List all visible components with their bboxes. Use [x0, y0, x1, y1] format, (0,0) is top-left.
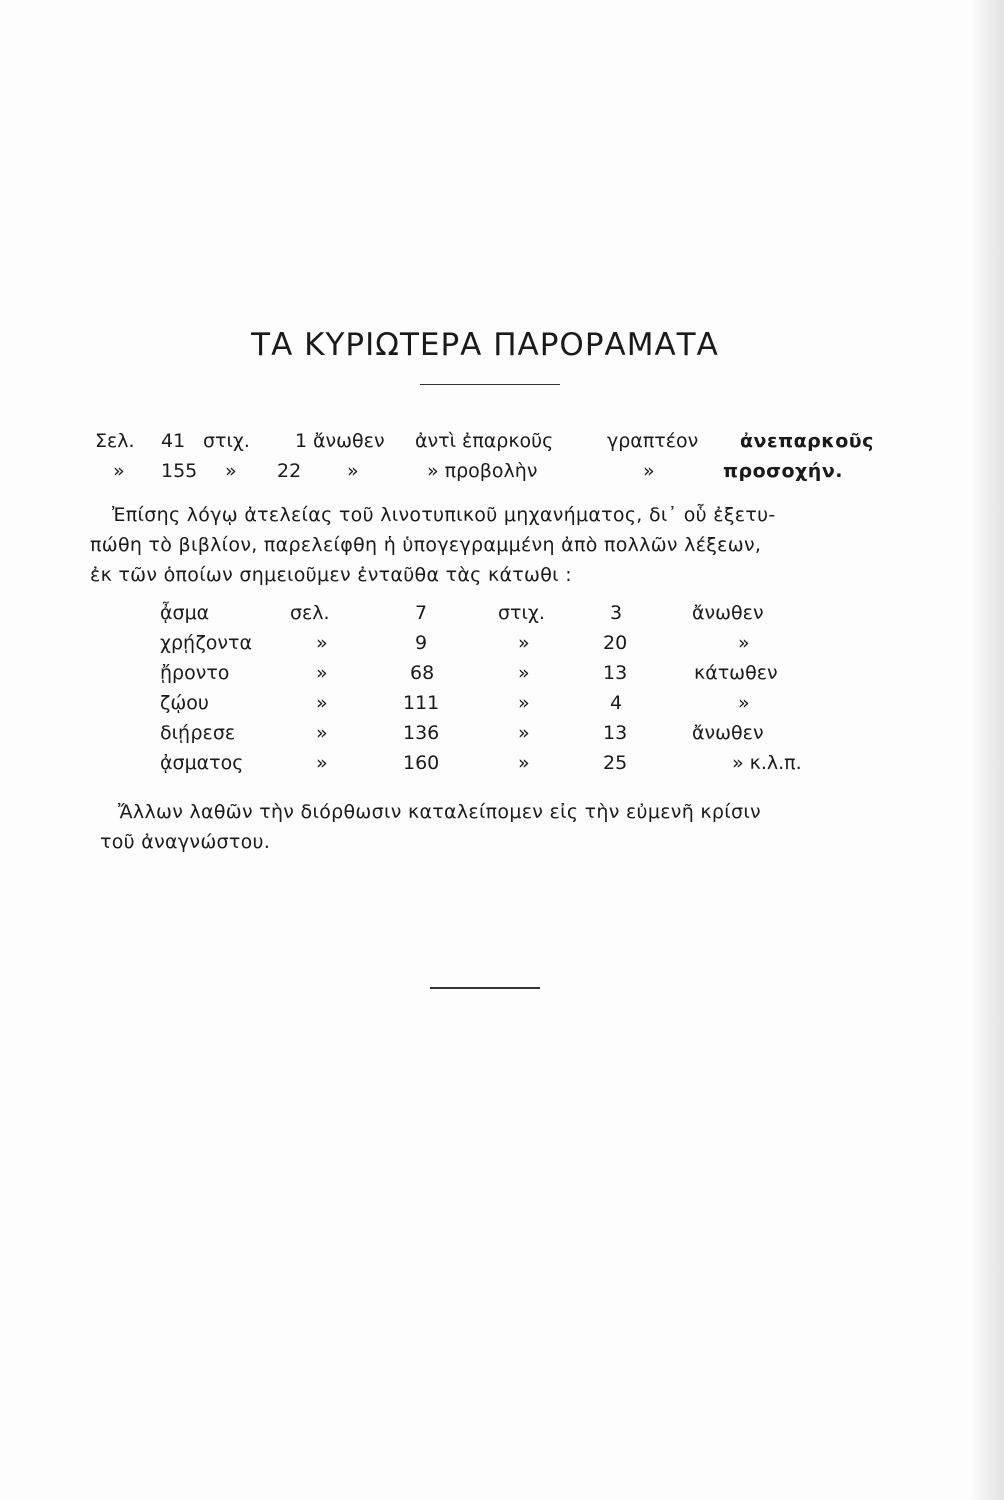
page-title: ΤΑ ΚΥΡΙΩΤΕΡΑ ΠΑΡΟΡΑΜΑΤΑ: [251, 327, 719, 363]
paragraph-line: ἐκ τῶν ὁποίων σημειοῦμεν ἐνταῦθα τὰς κάτωθι :: [90, 564, 572, 586]
omission-sel: »: [316, 752, 328, 774]
title-rule: [420, 384, 560, 385]
omission-sel: »: [316, 632, 328, 654]
closing-paragraph: [100, 797, 910, 857]
omission-row: [160, 662, 860, 692]
omission-word: χρῄζοντα: [160, 632, 253, 654]
errata-write-label: γραπτέον: [607, 430, 699, 452]
omission-sel: »: [316, 692, 328, 714]
omission-word: ᾀσματος: [160, 752, 244, 774]
omission-line: 13: [603, 722, 628, 744]
errata-position: ἄνωθεν: [313, 430, 385, 452]
intro-paragraph: [90, 500, 890, 590]
omission-sel: σελ.: [290, 602, 330, 624]
omission-row: [160, 752, 860, 782]
end-rule: [430, 987, 540, 989]
errata-page: 155: [161, 460, 198, 482]
closing-line: Ἄλλων λαθῶν τὴν διόρθωσιν καταλείπομεν εἰς τὴν εὐμενῆ κρίσιν: [118, 801, 761, 823]
errata-line: [95, 460, 885, 490]
omission-page: 7: [415, 602, 428, 624]
omission-line: 4: [610, 692, 623, 714]
omission-stich: »: [518, 662, 530, 684]
omission-stich: »: [518, 752, 530, 774]
omission-word: διῄρεσε: [160, 722, 236, 744]
omission-stich: »: [518, 632, 530, 654]
errata-correct: ἀνεπαρκοῦς: [740, 430, 874, 452]
paragraph-line: πώθη τὸ βιβλίον, παρελείφθη ἡ ὑπογεγραμμένη ἀπὸ πολλῶν λέξεων,: [90, 534, 762, 556]
omission-row: [160, 632, 860, 662]
errata-wrong: ἀντὶ ἐπαρκοῦς: [415, 430, 554, 452]
closing-line: τοῦ ἀναγνώστου.: [100, 831, 271, 853]
omission-position: » κ.λ.π.: [732, 752, 802, 774]
errata-correct: προσοχήν.: [723, 460, 843, 482]
omission-line: 13: [603, 662, 628, 684]
omission-stich: »: [518, 692, 530, 714]
omission-row: [160, 602, 860, 632]
errata-page: 41: [161, 430, 186, 452]
omission-line: 20: [603, 632, 628, 654]
errata-position: »: [347, 460, 359, 482]
omission-sel: »: [316, 662, 328, 684]
omission-page: 136: [403, 722, 440, 744]
errata-line-label: »: [225, 460, 237, 482]
omission-word: ζῴου: [160, 692, 209, 714]
omission-sel: »: [316, 722, 328, 744]
omission-position: »: [738, 692, 750, 714]
omission-stich: »: [518, 722, 530, 744]
errata-line-label: στιχ.: [203, 430, 250, 452]
omission-page: 9: [415, 632, 428, 654]
omission-word: ᾔροντο: [160, 662, 230, 684]
errata-line-number: 22: [277, 460, 302, 482]
errata-line: [95, 430, 885, 460]
page-edge-shadow: [970, 0, 1004, 1500]
omission-line: 25: [603, 752, 628, 774]
omission-line: 3: [610, 602, 623, 624]
errata-label: »: [113, 460, 125, 482]
errata-line-number: 1: [295, 430, 308, 452]
errata-label: Σελ.: [95, 430, 135, 452]
omission-page: 111: [403, 692, 440, 714]
paragraph-line: Ἐπίσης λόγῳ ἀτελείας τοῦ λινοτυπικοῦ μηχανήματος, δι᾽ οὗ ἐξετυ-: [112, 504, 776, 526]
omission-position: ἄνωθεν: [692, 602, 764, 624]
omission-word: ᾆσμα: [160, 602, 210, 624]
omission-page: 160: [403, 752, 440, 774]
omission-row: [160, 722, 860, 752]
omission-position: κάτωθεν: [694, 662, 778, 684]
errata-wrong: » προβολὴν: [427, 460, 538, 482]
omission-position: ἄνωθεν: [692, 722, 764, 744]
omission-position: »: [738, 632, 750, 654]
omission-page: 68: [410, 662, 435, 684]
errata-write-label: »: [643, 460, 655, 482]
omission-stich: στιχ.: [498, 602, 545, 624]
omission-row: [160, 692, 860, 722]
